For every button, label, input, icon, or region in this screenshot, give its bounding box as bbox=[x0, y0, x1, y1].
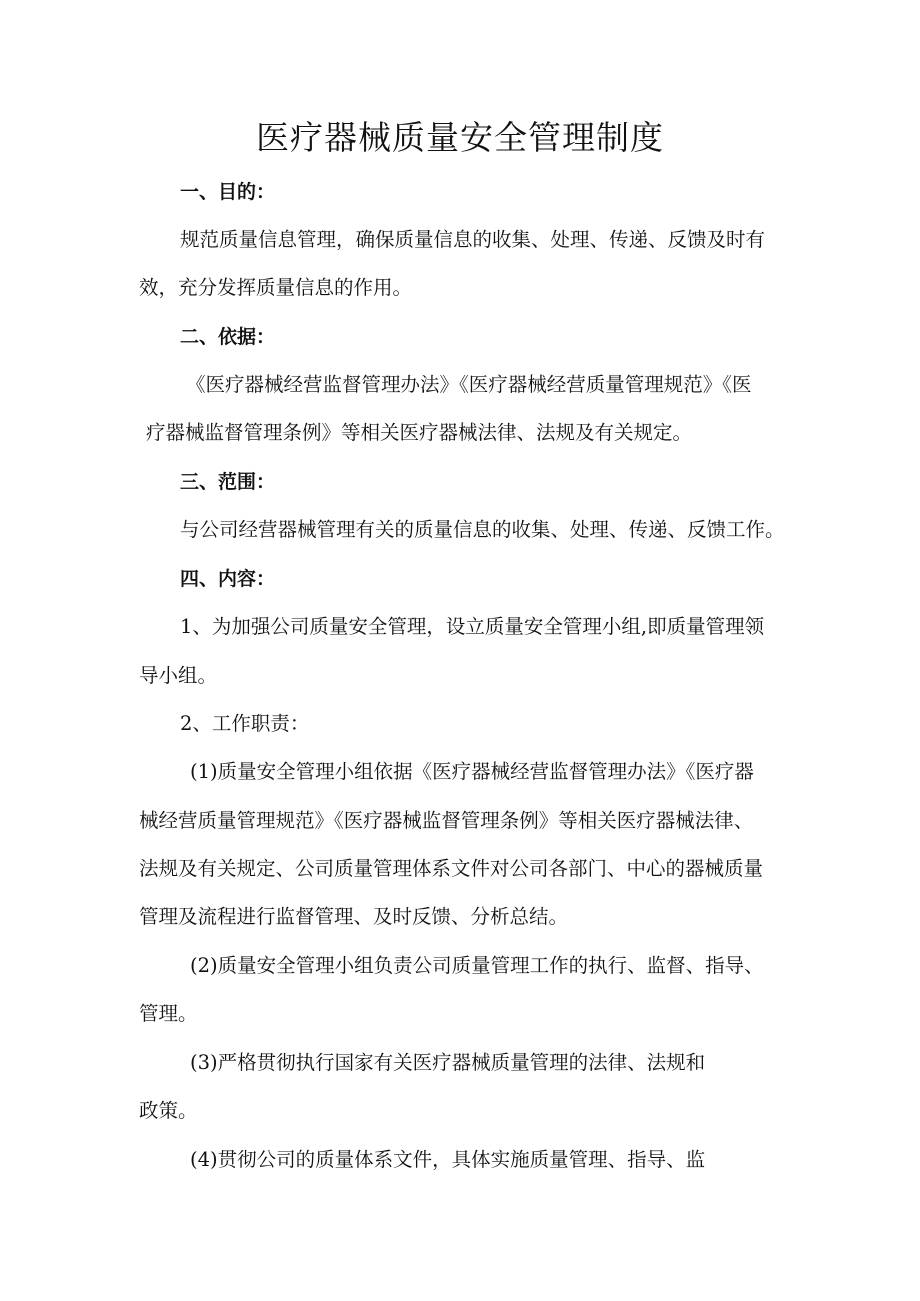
document-title: 医疗器械质量安全管理制度 bbox=[256, 118, 664, 157]
section-heading-scope: 三、范围： bbox=[180, 471, 276, 493]
content-item2: 2、工作职责： bbox=[180, 712, 310, 735]
duty2-line-2: 管理。 bbox=[139, 1002, 198, 1025]
duty3-line-1: (3)严格贯彻执行国家有关医疗器械质量管理的法律、法规和 bbox=[190, 1051, 706, 1074]
duty1-line-4: 管理及流程进行监督管理、及时反馈、分析总结。 bbox=[139, 905, 569, 928]
content-item1-line-1: 1、为加强公司质量安全管理，设立质量安全管理小组,即质量管理领 bbox=[180, 615, 765, 638]
purpose-line-2: 效，充分发挥质量信息的作用。 bbox=[139, 276, 413, 299]
duty2-line-1: (2)质量安全管理小组负责公司质量管理工作的执行、监督、指导、 bbox=[190, 954, 764, 977]
duty1-line-2: 械经营质量管理规范》《医疗器械监督管理条例》等相关医疗器械法律、 bbox=[139, 809, 754, 832]
duty4-line-1: (4)贯彻公司的质量体系文件，具体实施质量管理、指导、监 bbox=[190, 1148, 706, 1171]
section-heading-basis: 二、依据： bbox=[180, 326, 276, 348]
section-heading-content: 四、内容： bbox=[180, 568, 276, 590]
scope-line-1: 与公司经营器械管理有关的质量信息的收集、处理、传递、反馈工作。 bbox=[180, 518, 785, 541]
duty1-line-3: 法规及有关规定、公司质量管理体系文件对公司各部门、中心的器械质量 bbox=[139, 857, 764, 880]
basis-line-2: 疗器械监督管理条例》等相关医疗器械法律、法规及有关规定。 bbox=[146, 421, 693, 444]
content-item1-line-2: 导小组。 bbox=[139, 664, 218, 687]
duty3-line-2: 政策。 bbox=[139, 1099, 198, 1122]
basis-line-1: 《医疗器械经营监督管理办法》《医疗器械经营质量管理规范》《医 bbox=[186, 373, 752, 396]
section-heading-purpose: 一、目的： bbox=[180, 181, 276, 203]
purpose-line-1: 规范质量信息管理，确保质量信息的收集、处理、传递、反馈及时有 bbox=[180, 228, 766, 251]
duty1-line-1: (1)质量安全管理小组依据《医疗器械经营监督管理办法》《医疗器 bbox=[190, 760, 754, 783]
